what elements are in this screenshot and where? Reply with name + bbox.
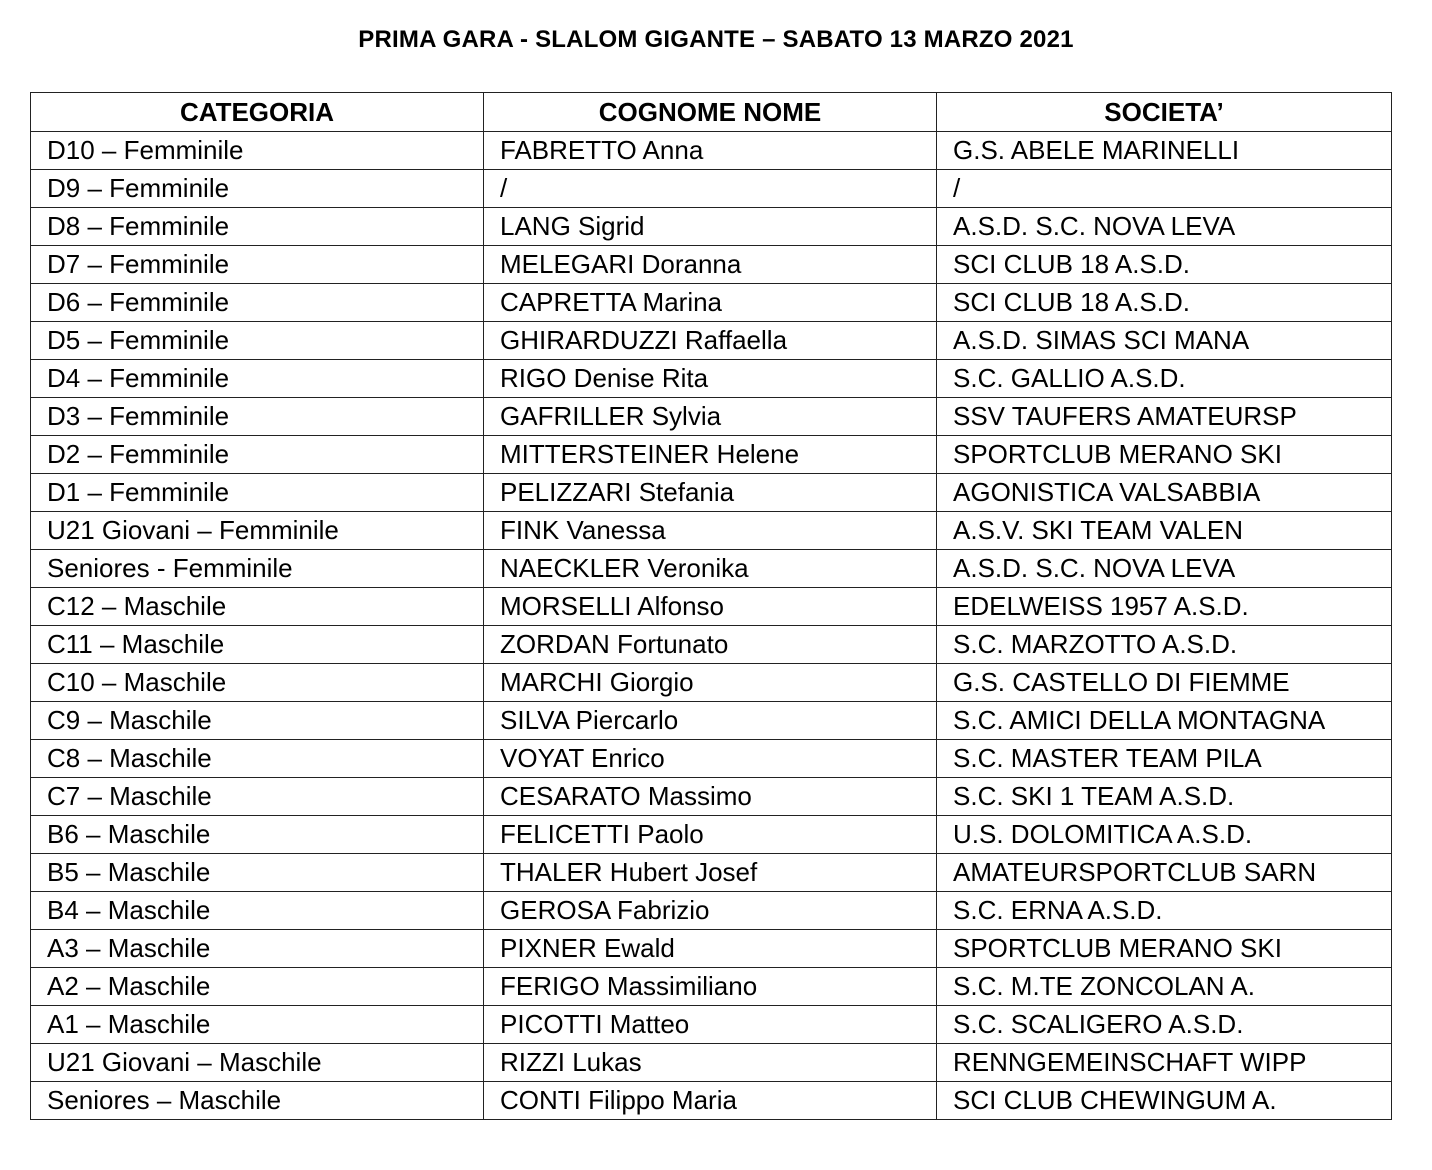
table-row (31, 398, 1392, 436)
cell-cognome-nome: CESARATO Massimo (484, 778, 937, 816)
table-row (31, 550, 1392, 588)
cell-categoria: B5 – Maschile (31, 854, 484, 892)
cell-categoria: Seniores - Femminile (31, 550, 484, 588)
header-societa: SOCIETA’ (937, 93, 1392, 132)
table-row (31, 892, 1392, 930)
cell-societa: SCI CLUB 18 A.S.D. (937, 246, 1392, 284)
cell-cognome-nome: GEROSA Fabrizio (484, 892, 937, 930)
table-row (31, 626, 1392, 664)
table-row (31, 854, 1392, 892)
cell-cognome-nome: FELICETTI Paolo (484, 816, 937, 854)
cell-categoria: C7 – Maschile (31, 778, 484, 816)
cell-societa: AMATEURSPORTCLUB SARN (937, 854, 1392, 892)
cell-societa: A.S.D. S.C. NOVA LEVA (937, 208, 1392, 246)
cell-cognome-nome: FERIGO Massimiliano (484, 968, 937, 1006)
cell-categoria: D10 – Femminile (31, 132, 484, 170)
cell-cognome-nome: FINK Vanessa (484, 512, 937, 550)
cell-societa: S.C. ERNA A.S.D. (937, 892, 1392, 930)
cell-societa: G.S. ABELE MARINELLI (937, 132, 1392, 170)
cell-societa: S.C. SCALIGERO A.S.D. (937, 1006, 1392, 1044)
table-row (31, 664, 1392, 702)
cell-categoria: U21 Giovani – Femminile (31, 512, 484, 550)
cell-societa: S.C. M.TE ZONCOLAN A. (937, 968, 1392, 1006)
cell-cognome-nome: LANG Sigrid (484, 208, 937, 246)
table-row (31, 740, 1392, 778)
table-row (31, 246, 1392, 284)
cell-societa: RENNGEMEINSCHAFT WIPP (937, 1044, 1392, 1082)
table-row (31, 322, 1392, 360)
cell-societa: SPORTCLUB MERANO SKI (937, 930, 1392, 968)
table-row (31, 436, 1392, 474)
cell-societa: SCI CLUB 18 A.S.D. (937, 284, 1392, 322)
cell-cognome-nome: / (484, 170, 937, 208)
table-row (31, 512, 1392, 550)
table-row (31, 132, 1392, 170)
cell-cognome-nome: MARCHI Giorgio (484, 664, 937, 702)
cell-categoria: D7 – Femminile (31, 246, 484, 284)
cell-cognome-nome: RIGO Denise Rita (484, 360, 937, 398)
cell-cognome-nome: RIZZI Lukas (484, 1044, 937, 1082)
cell-categoria: Seniores – Maschile (31, 1082, 484, 1120)
cell-cognome-nome: FABRETTO Anna (484, 132, 937, 170)
table-row (31, 968, 1392, 1006)
table-row (31, 1006, 1392, 1044)
cell-categoria: D9 – Femminile (31, 170, 484, 208)
cell-categoria: B6 – Maschile (31, 816, 484, 854)
cell-categoria: A3 – Maschile (31, 930, 484, 968)
cell-categoria: A1 – Maschile (31, 1006, 484, 1044)
cell-societa: A.S.D. SIMAS SCI MANA (937, 322, 1392, 360)
cell-societa: SCI CLUB CHEWINGUM A. (937, 1082, 1392, 1120)
cell-societa: A.S.V. SKI TEAM VALEN (937, 512, 1392, 550)
header-cognome-nome: COGNOME NOME (484, 93, 937, 132)
cell-cognome-nome: SILVA Piercarlo (484, 702, 937, 740)
table-row (31, 208, 1392, 246)
cell-societa: SSV TAUFERS AMATEURSP (937, 398, 1392, 436)
cell-categoria: C9 – Maschile (31, 702, 484, 740)
table-row (31, 474, 1392, 512)
cell-societa: U.S. DOLOMITICA A.S.D. (937, 816, 1392, 854)
cell-cognome-nome: GHIRARDUZZI Raffaella (484, 322, 937, 360)
page-title: PRIMA GARA - SLALOM GIGANTE – SABATO 13 MARZO 2021 (358, 26, 1074, 53)
table-row (31, 778, 1392, 816)
cell-societa: S.C. MASTER TEAM PILA (937, 740, 1392, 778)
cell-cognome-nome: PIXNER Ewald (484, 930, 937, 968)
cell-cognome-nome: CONTI Filippo Maria (484, 1082, 937, 1120)
table-row (31, 170, 1392, 208)
cell-societa: / (937, 170, 1392, 208)
cell-cognome-nome: MORSELLI Alfonso (484, 588, 937, 626)
cell-societa: S.C. SKI 1 TEAM A.S.D. (937, 778, 1392, 816)
cell-categoria: D8 – Femminile (31, 208, 484, 246)
cell-societa: S.C. AMICI DELLA MONTAGNA (937, 702, 1392, 740)
cell-categoria: D3 – Femminile (31, 398, 484, 436)
cell-societa: S.C. GALLIO A.S.D. (937, 360, 1392, 398)
cell-societa: G.S. CASTELLO DI FIEMME (937, 664, 1392, 702)
cell-cognome-nome: PICOTTI Matteo (484, 1006, 937, 1044)
cell-societa: S.C. MARZOTTO A.S.D. (937, 626, 1392, 664)
table-row (31, 284, 1392, 322)
cell-societa: EDELWEISS 1957 A.S.D. (937, 588, 1392, 626)
table-row (31, 816, 1392, 854)
cell-categoria: C10 – Maschile (31, 664, 484, 702)
cell-cognome-nome: THALER Hubert Josef (484, 854, 937, 892)
cell-cognome-nome: GAFRILLER Sylvia (484, 398, 937, 436)
cell-categoria: C12 – Maschile (31, 588, 484, 626)
cell-societa: AGONISTICA VALSABBIA (937, 474, 1392, 512)
cell-categoria: C11 – Maschile (31, 626, 484, 664)
cell-categoria: D1 – Femminile (31, 474, 484, 512)
table-body (31, 132, 1392, 1120)
table-row (31, 588, 1392, 626)
cell-cognome-nome: MELEGARI Doranna (484, 246, 937, 284)
cell-categoria: C8 – Maschile (31, 740, 484, 778)
cell-cognome-nome: MITTERSTEINER Helene (484, 436, 937, 474)
cell-categoria: D5 – Femminile (31, 322, 484, 360)
cell-cognome-nome: PELIZZARI Stefania (484, 474, 937, 512)
cell-categoria: D2 – Femminile (31, 436, 484, 474)
cell-categoria: B4 – Maschile (31, 892, 484, 930)
table-row (31, 1082, 1392, 1120)
cell-cognome-nome: NAECKLER Veronika (484, 550, 937, 588)
cell-cognome-nome: CAPRETTA Marina (484, 284, 937, 322)
table-row (31, 1044, 1392, 1082)
cell-categoria: D4 – Femminile (31, 360, 484, 398)
cell-cognome-nome: VOYAT Enrico (484, 740, 937, 778)
cell-societa: SPORTCLUB MERANO SKI (937, 436, 1392, 474)
table-row (31, 930, 1392, 968)
cell-categoria: U21 Giovani – Maschile (31, 1044, 484, 1082)
table-row (31, 360, 1392, 398)
cell-categoria: A2 – Maschile (31, 968, 484, 1006)
header-categoria: CATEGORIA (31, 93, 484, 132)
cell-cognome-nome: ZORDAN Fortunato (484, 626, 937, 664)
cell-categoria: D6 – Femminile (31, 284, 484, 322)
table-row (31, 702, 1392, 740)
cell-societa: A.S.D. S.C. NOVA LEVA (937, 550, 1392, 588)
table-header-row (31, 93, 1392, 132)
results-table (30, 92, 1392, 1120)
